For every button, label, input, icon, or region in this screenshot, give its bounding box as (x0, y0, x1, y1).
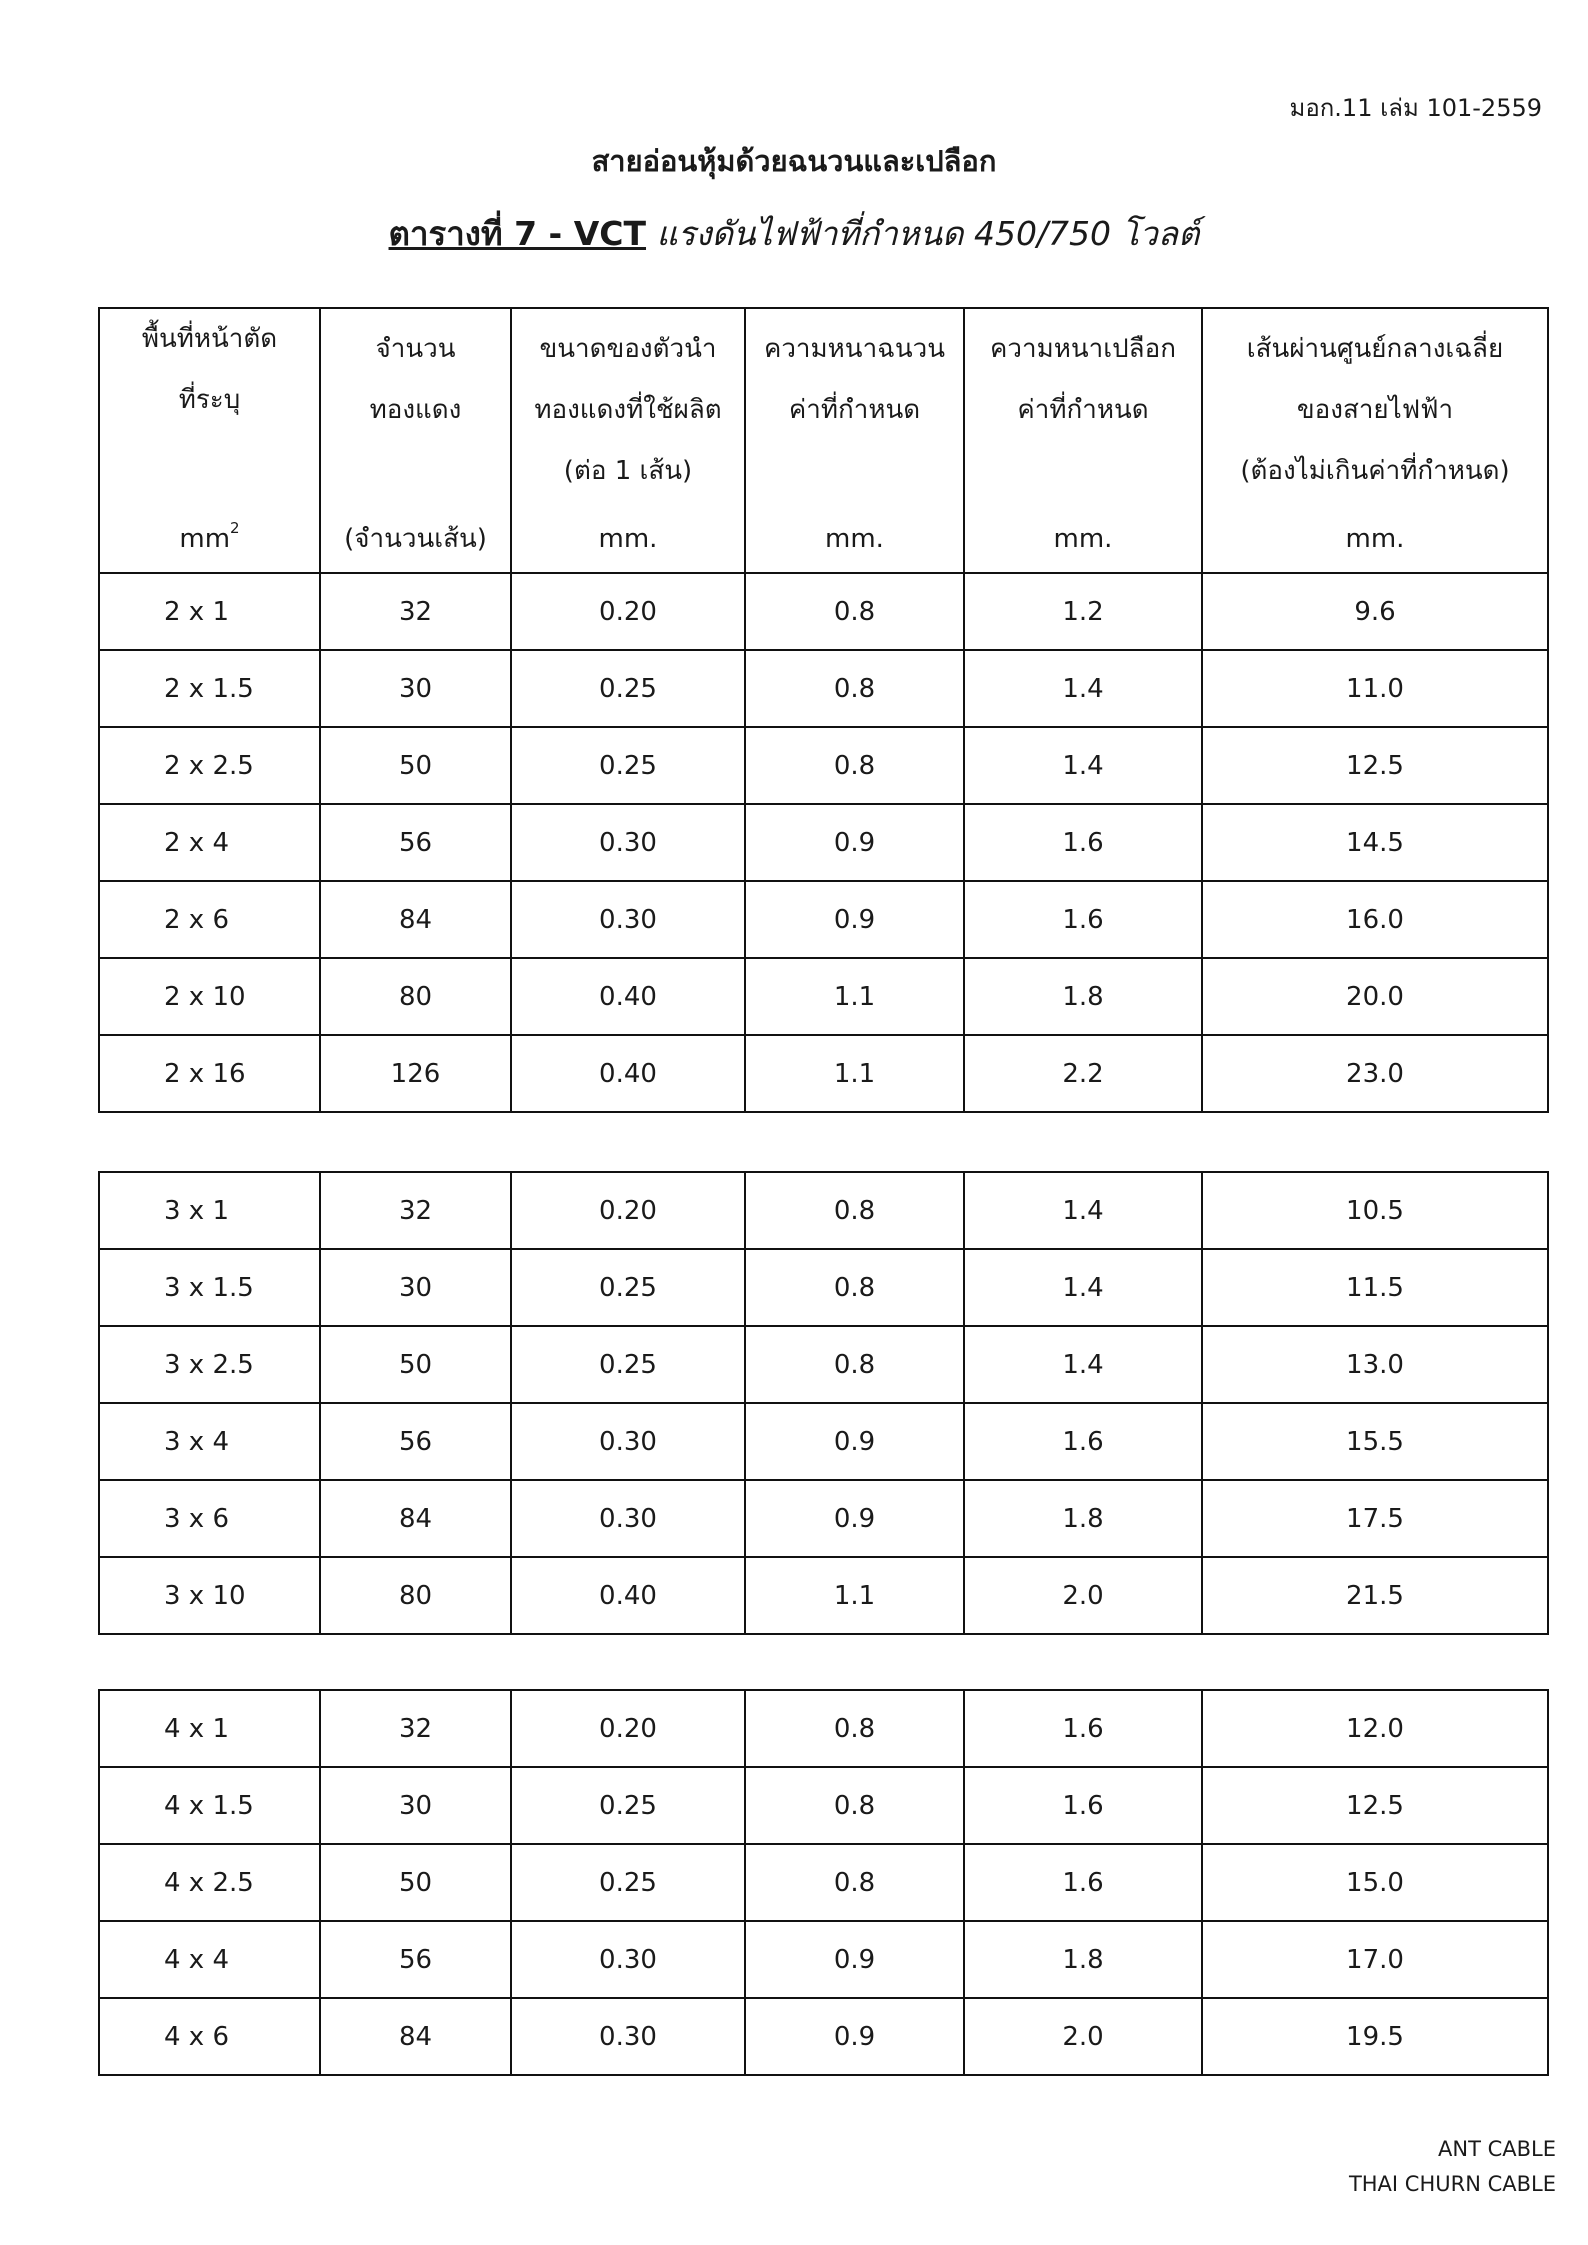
header-unit (100, 513, 319, 554)
document-title: สายอ่อนหุ้มด้วยฉนวนและเปลือก (591, 144, 997, 178)
cell-sheath-thickness: 1.2 (964, 573, 1202, 650)
unit-superscript: 2 (230, 519, 240, 537)
cell-insulation-thickness: 0.8 (745, 650, 964, 727)
cell-conductor-size: 0.30 (511, 1998, 745, 2075)
header-line: ความหนาฉนวน (763, 334, 946, 364)
table-row (99, 1326, 1548, 1403)
cell-conductor-size: 0.40 (511, 1557, 745, 1634)
cell-sheath-thickness: 1.6 (964, 1844, 1202, 1921)
cell-cross-section: 4 x 1 (99, 1690, 320, 1767)
header-mean-diameter (1202, 308, 1548, 573)
cell-insulation-thickness: 0.8 (745, 1767, 964, 1844)
cell-mean-diameter: 20.0 (1202, 958, 1548, 1035)
cell-conductor-size: 0.20 (511, 1172, 745, 1249)
footer-brand-2: THAI CHURN CABLE (1348, 2172, 1556, 2196)
table-row (99, 1921, 1548, 1998)
cell-sheath-thickness: 1.6 (964, 1767, 1202, 1844)
table-title-rest: แรงดันไฟฟ้าที่กำหนด 450/750 โวลต์ (646, 214, 1200, 253)
cell-mean-diameter: 12.5 (1202, 727, 1548, 804)
cell-copper-count: 84 (320, 881, 511, 958)
cell-copper-count: 32 (320, 1690, 511, 1767)
cell-mean-diameter: 15.0 (1202, 1844, 1548, 1921)
cell-insulation-thickness: 0.9 (745, 1480, 964, 1557)
cell-cross-section: 2 x 2.5 (99, 727, 320, 804)
cell-insulation-thickness: 0.9 (745, 881, 964, 958)
cell-cross-section: 3 x 10 (99, 1557, 320, 1634)
header-line: (ต้องไม่เกินค่าที่กำหนด) (1240, 456, 1510, 486)
cell-copper-count: 84 (320, 1480, 511, 1557)
cell-copper-count: 50 (320, 1326, 511, 1403)
cell-mean-diameter: 11.0 (1202, 650, 1548, 727)
cell-mean-diameter: 11.5 (1202, 1249, 1548, 1326)
cell-insulation-thickness: 0.8 (745, 1249, 964, 1326)
cell-conductor-size: 0.20 (511, 1690, 745, 1767)
cell-conductor-size: 0.25 (511, 1326, 745, 1403)
table-body (99, 1690, 1548, 2075)
cell-mean-diameter: 17.0 (1202, 1921, 1548, 1998)
header-unit: mm. (1345, 524, 1405, 554)
header-line: ค่าที่กำหนด (1017, 395, 1149, 425)
table-row (99, 1035, 1548, 1112)
cell-mean-diameter: 14.5 (1202, 804, 1548, 881)
cell-insulation-thickness: 0.8 (745, 1844, 964, 1921)
table-row (99, 1557, 1548, 1634)
cell-conductor-size: 0.30 (511, 1480, 745, 1557)
table-row (99, 881, 1548, 958)
cell-mean-diameter: 12.5 (1202, 1767, 1548, 1844)
cell-cross-section: 3 x 6 (99, 1480, 320, 1557)
cell-sheath-thickness: 1.4 (964, 650, 1202, 727)
cell-sheath-thickness: 1.8 (964, 1480, 1202, 1557)
header-sheath-thickness (964, 308, 1202, 573)
cell-conductor-size: 0.40 (511, 1035, 745, 1112)
spec-table-4-core (98, 1689, 1549, 2076)
header-conductor-size (511, 308, 745, 573)
cell-cross-section: 3 x 1.5 (99, 1249, 320, 1326)
header-line: เส้นผ่านศูนย์กลางเฉลี่ย (1246, 334, 1504, 364)
header-line: ขนาดของตัวนำ (539, 334, 717, 364)
table-title-lead: ตารางที่ 7 - VCT (388, 214, 647, 253)
cell-insulation-thickness: 0.8 (745, 1172, 964, 1249)
cell-cross-section: 4 x 1.5 (99, 1767, 320, 1844)
cell-insulation-thickness: 1.1 (745, 958, 964, 1035)
cell-mean-diameter: 9.6 (1202, 573, 1548, 650)
footer-brands (1349, 2132, 1556, 2202)
cell-sheath-thickness: 1.6 (964, 1690, 1202, 1767)
table-row (99, 1172, 1548, 1249)
cell-mean-diameter: 10.5 (1202, 1172, 1548, 1249)
cell-insulation-thickness: 0.8 (745, 1326, 964, 1403)
cell-insulation-thickness: 0.8 (745, 1690, 964, 1767)
cell-cross-section: 2 x 6 (99, 881, 320, 958)
cell-mean-diameter: 21.5 (1202, 1557, 1548, 1634)
table-row (99, 1844, 1548, 1921)
cell-copper-count: 80 (320, 1557, 511, 1634)
cell-sheath-thickness: 2.0 (964, 1557, 1202, 1634)
table-row (99, 1249, 1548, 1326)
cell-mean-diameter: 15.5 (1202, 1403, 1548, 1480)
cell-sheath-thickness: 1.6 (964, 881, 1202, 958)
cell-conductor-size: 0.25 (511, 1844, 745, 1921)
header-unit: mm. (1053, 524, 1113, 554)
cell-sheath-thickness: 1.4 (964, 1172, 1202, 1249)
table-row (99, 958, 1548, 1035)
cell-copper-count: 84 (320, 1998, 511, 2075)
cell-conductor-size: 0.30 (511, 804, 745, 881)
cell-copper-count: 50 (320, 1844, 511, 1921)
header-unit: mm. (598, 524, 658, 554)
cell-copper-count: 32 (320, 573, 511, 650)
cell-conductor-size: 0.25 (511, 1249, 745, 1326)
cell-sheath-thickness: 2.2 (964, 1035, 1202, 1112)
cell-cross-section: 4 x 2.5 (99, 1844, 320, 1921)
cell-conductor-size: 0.30 (511, 1403, 745, 1480)
cell-mean-diameter: 19.5 (1202, 1998, 1548, 2075)
cell-cross-section: 3 x 4 (99, 1403, 320, 1480)
header-line: ของสายไฟฟ้า (1296, 395, 1454, 425)
header-insulation-thickness (745, 308, 964, 573)
cell-copper-count: 30 (320, 1767, 511, 1844)
cell-copper-count: 32 (320, 1172, 511, 1249)
header-unit: mm. (825, 524, 884, 554)
cell-sheath-thickness: 1.4 (964, 727, 1202, 804)
cell-cross-section: 2 x 4 (99, 804, 320, 881)
cell-insulation-thickness: 0.8 (745, 727, 964, 804)
cell-copper-count: 56 (320, 1403, 511, 1480)
header-unit: (จำนวนเส้น) (344, 524, 487, 554)
footer-brand-1: ANT CABLE (1438, 2137, 1556, 2161)
cell-insulation-thickness: 1.1 (745, 1557, 964, 1634)
cell-cross-section: 4 x 6 (99, 1998, 320, 2075)
cell-conductor-size: 0.25 (511, 727, 745, 804)
cell-mean-diameter: 17.5 (1202, 1480, 1548, 1557)
header-line: ทองแดงที่ใช้ผลิต (534, 395, 722, 425)
header-cross-section (99, 308, 320, 573)
cell-insulation-thickness: 0.8 (745, 573, 964, 650)
table-row (99, 1998, 1548, 2075)
table-row (99, 573, 1548, 650)
cell-insulation-thickness: 0.9 (745, 804, 964, 881)
header-line: ค่าที่กำหนด (788, 395, 921, 425)
header-copper-count (320, 308, 511, 573)
header-line: (ต่อ 1 เส้น) (563, 456, 693, 486)
cell-sheath-thickness: 2.0 (964, 1998, 1202, 2075)
cell-conductor-size: 0.30 (511, 881, 745, 958)
header-line: จำนวน (375, 334, 456, 364)
cell-sheath-thickness: 1.8 (964, 1921, 1202, 1998)
cell-sheath-thickness: 1.8 (964, 958, 1202, 1035)
cell-cross-section: 2 x 1.5 (99, 650, 320, 727)
spec-table-3-core (98, 1171, 1549, 1635)
header-line: ที่ระบุ (178, 385, 241, 415)
table-row (99, 1767, 1548, 1844)
cell-cross-section: 2 x 10 (99, 958, 320, 1035)
spec-table-2-core (98, 307, 1549, 1113)
cell-mean-diameter: 12.0 (1202, 1690, 1548, 1767)
cell-mean-diameter: 23.0 (1202, 1035, 1548, 1112)
cell-conductor-size: 0.40 (511, 958, 745, 1035)
cell-insulation-thickness: 0.9 (745, 1921, 964, 1998)
cell-cross-section: 4 x 4 (99, 1921, 320, 1998)
header-line: ความหนาเปลือก (990, 334, 1176, 364)
table-row (99, 1480, 1548, 1557)
cell-cross-section: 2 x 1 (99, 573, 320, 650)
cell-conductor-size: 0.25 (511, 1767, 745, 1844)
cell-mean-diameter: 13.0 (1202, 1326, 1548, 1403)
cell-cross-section: 3 x 2.5 (99, 1326, 320, 1403)
cell-sheath-thickness: 1.6 (964, 1403, 1202, 1480)
cell-sheath-thickness: 1.6 (964, 804, 1202, 881)
cell-sheath-thickness: 1.4 (964, 1326, 1202, 1403)
cell-insulation-thickness: 1.1 (745, 1035, 964, 1112)
table-title (0, 207, 1588, 260)
table-body (99, 1172, 1548, 1634)
cell-copper-count: 30 (320, 1249, 511, 1326)
cell-copper-count: 56 (320, 804, 511, 881)
cell-copper-count: 80 (320, 958, 511, 1035)
table-row (99, 1403, 1548, 1480)
cell-copper-count: 50 (320, 727, 511, 804)
header-line: ทองแดง (369, 395, 462, 425)
table-row (99, 650, 1548, 727)
cell-copper-count: 126 (320, 1035, 511, 1112)
cell-insulation-thickness: 0.9 (745, 1998, 964, 2075)
table-body (99, 573, 1548, 1112)
cell-cross-section: 2 x 16 (99, 1035, 320, 1112)
cell-conductor-size: 0.20 (511, 573, 745, 650)
cell-conductor-size: 0.30 (511, 1921, 745, 1998)
unit-text: mm (179, 524, 231, 554)
cell-copper-count: 30 (320, 650, 511, 727)
table-header-row (99, 308, 1548, 573)
header-line: พื้นที่หน้าตัด (141, 324, 278, 354)
cell-insulation-thickness: 0.9 (745, 1403, 964, 1480)
cell-mean-diameter: 16.0 (1202, 881, 1548, 958)
standard-reference: มอก.11 เล่ม 101-2559 (1289, 94, 1542, 122)
table-row (99, 804, 1548, 881)
cell-cross-section: 3 x 1 (99, 1172, 320, 1249)
cell-conductor-size: 0.25 (511, 650, 745, 727)
table-row (99, 1690, 1548, 1767)
cell-copper-count: 56 (320, 1921, 511, 1998)
cell-sheath-thickness: 1.4 (964, 1249, 1202, 1326)
table-row (99, 727, 1548, 804)
